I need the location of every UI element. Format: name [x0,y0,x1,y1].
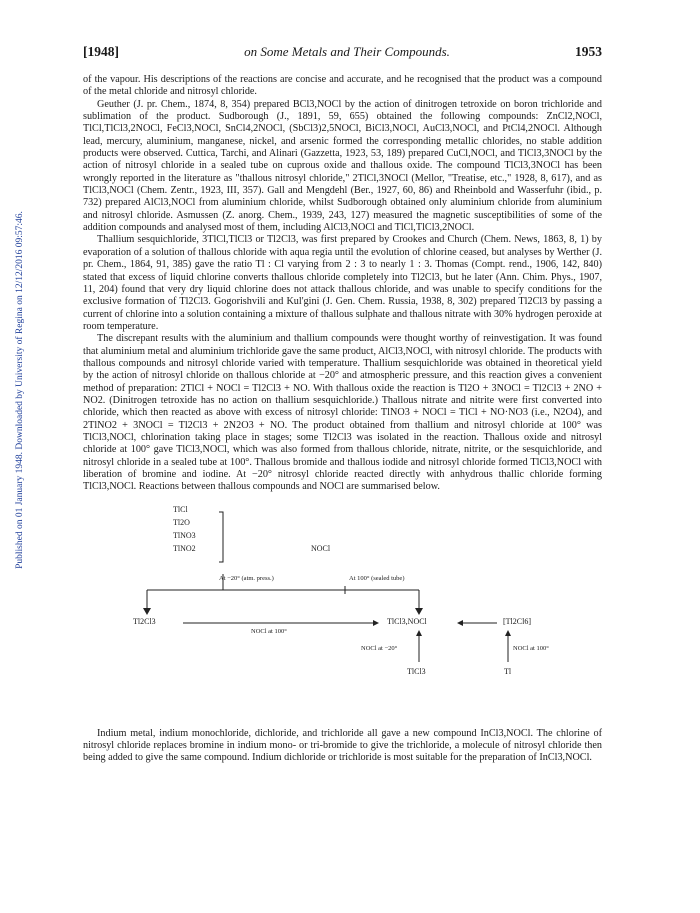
journal-page [83,44,602,765]
download-watermark [14,130,26,650]
paragraph-indium: Indium metal, indium monochloride, dichloride, and trichloride all gave a new compound InCl3,NOCl. The chlorine of nitrosyl chloride replaces bromine in indium mono- or tri-bromide to give the trichloride, a molecule of nitrosyl chloride then being added to give the same compound. Indium dichloride or trichloride is most suitable for the preparation of InCl3,NOCl. [83,727,602,764]
bottom-tlcl3: TlCl3 [407,666,426,676]
up-arrow-label-left: NOCl at −20° [361,644,398,652]
product-tl2cl6: [Tl2Cl6] [503,616,531,626]
reagent-label: NOCl [311,543,331,553]
up-arrow-label-right: NOCl at 100° [513,644,549,652]
header-page-number: 1953 [575,44,602,59]
arrow-label-nocl-100: NOCl at 100° [251,627,287,635]
download-watermark-text: Published on 01 January 1948. Downloaded by University of Regina on 12/12/2016 09:57:46. [15,211,25,569]
product-tl2cl3: Tl2Cl3 [133,616,156,626]
paragraph-1: of the vapour. His descriptions of the reactions are concise and accurate, and he recognised that the product was a compound of the metal chloride and nitrosyl chloride. [83,74,602,98]
reaction-scheme-lines [83,502,602,722]
header-title: on Some Metals and Their Compounds. [244,44,450,59]
reactant-tlno3: TlNO3 [173,530,196,540]
bottom-tl: Tl [504,666,512,676]
condition-left: At −20° (atm. press.) [219,574,274,582]
reactant-tlno2: TlNO2 [173,543,196,553]
header-year: [1948] [83,44,119,59]
reactant-tlcl: TlCl [173,504,188,514]
paragraph-4: The discrepant results with the aluminium and thallium compounds were thought worthy of reinvestigation. It was found that aluminium metal and aluminium trichloride gave the same product, AlCl3,NOCl, with nitrosyl chloride. The products with thallous compounds and nitrosyl chloride varied with temperature. Thallium sesquichloride was obtained in theoretical yield by the action of nitrosyl chloride on thallous chloride at −20° and atmospheric pressure, and this reaction gives a convenient method of preparation: 2TlCl + NOCl = Tl2Cl3 + NO. With thallous oxide the reaction is Tl2O + 3NOCl = Tl2Cl3 + 2NO + NO2. (Dinitrogen tetroxide has no action on thallium sesquichloride.) Thallous nitrate and nitrite were first converted into chloride, which then reacted as above with excess of nitrosyl chloride: TlNO3 + NOCl = TlCl + NO·NO3 (i.e., N2O4), and 2TlNO2 + 3NOCl = Tl2Cl3 + 2N2O3 + NO. The product obtained from thallium and nitrosyl chloride at 100° was TlCl3,NOCl, chlorination taking place in stages; some Tl2Cl3 was isolated in the reaction. Thallous oxide and nitrosyl chloride at 100° gave TlCl3,NOCl, which was also formed from thallous chloride, nitrate, nitrite, or the sesquichloride, and nitrosyl chloride in a sealed tube at 100°. Thallous bromide and thallous iodide and nitrosyl chloride formed TlCl3,NOCl with liberation of bromine and iodine. At −20° nitrosyl chloride reacted directly with anhydrous thallic chloride forming TlCl3,NOCl. Reactions between thallous compounds and NOCl are summarised below. [83,333,602,493]
reaction-scheme [83,502,602,722]
reactant-tl2o: Tl2O [173,517,190,527]
product-tlcl3-nocl: TlCl3,NOCl [387,616,427,626]
paragraph-2: Geuther (J. pr. Chem., 1874, 8, 354) prepared BCl3,NOCl by the action of dinitrogen tetroxide on boron trichloride and sublimation of the product. Sudborough (J., 1891, 59, 655) obtained the following compounds: ZnCl2,NOCl, TlCl,TlCl3,2NOCl, FeCl3,NOCl, SnCl4,2NOCl, (SbCl3)2,5NOCl, BiCl3,NOCl, AuCl3,NOCl, and PtCl4,2NOCl. Although lead, mercury, aluminium, manganese, nickel, and arsenic formed the corresponding metallic chlorides, no stable addition products were observed. Cuttica, Tarchi, and Alinari (Gazzetta, 1923, 53, 189) prepared CuCl,NOCl, and TlCl3,3NOCl by the action of nitrosyl chloride in a sealed tube on cuprous oxide and thallous oxide. The compound TlCl3,3NOCl has been wrongly reported in the literature as "thallous nitrosyl chloride," 2TlCl,3NOCl (Mellor, "Treatise, etc.," 1928, 8, 617), and as TlCl3,NOCl (Chem. Zentr., 1923, III, 357). Gall and Mengdehl (Ber., 1927, 60, 86) and Rheinbold and Wasserfuhr (ibid., p. 732) prepared AlCl3,NOCl from aluminium chloride, whilst Sudborough obtained only aluminium chloride from aluminium and nitrosyl chloride. Asmussen (Z. anorg. Chem., 1939, 243, 127) measured the magnetic susceptibilities of some of the addition compounds and analysed most of them, including AlCl3,NOCl and TlCl,TlCl3,2NOCl. [83,98,602,234]
running-header [83,44,602,60]
paragraph-3: Thallium sesquichloride, 3TlCl,TlCl3 or Tl2Cl3, was first prepared by Crookes and Church (Chem. News, 1863, 8, 1) by evaporation of a solution of thallous chloride with aqua regia until the evolution of chlorine ceased, but analyses by Werther (J. pr. Chem., 1864, 91, 385) gave the ratio Tl : Cl varying from 2 : 3 to nearly 1 : 3. Thomas (Compt. rend., 1906, 142, 840) stated that excess of liquid chlorine converts thallous chloride completely into Tl2Cl3, but he later (Ann. Chim. Phys., 1907, 11, 204) found that very dry liquid chlorine does not attack thallous chloride, and was unable to specify conditions for the exclusive formation of Tl2Cl3. Gogorishvili and Kul'gini (J. Gen. Chem. Russia, 1938, 8, 302) prepared Tl2Cl3 by passing a current of chlorine into a solution containing a mixture of thallous sulphate and thallous nitrate with 30% hydrogen peroxide at room temperature. [83,234,602,332]
condition-right: At 100° (sealed tube) [349,574,405,582]
